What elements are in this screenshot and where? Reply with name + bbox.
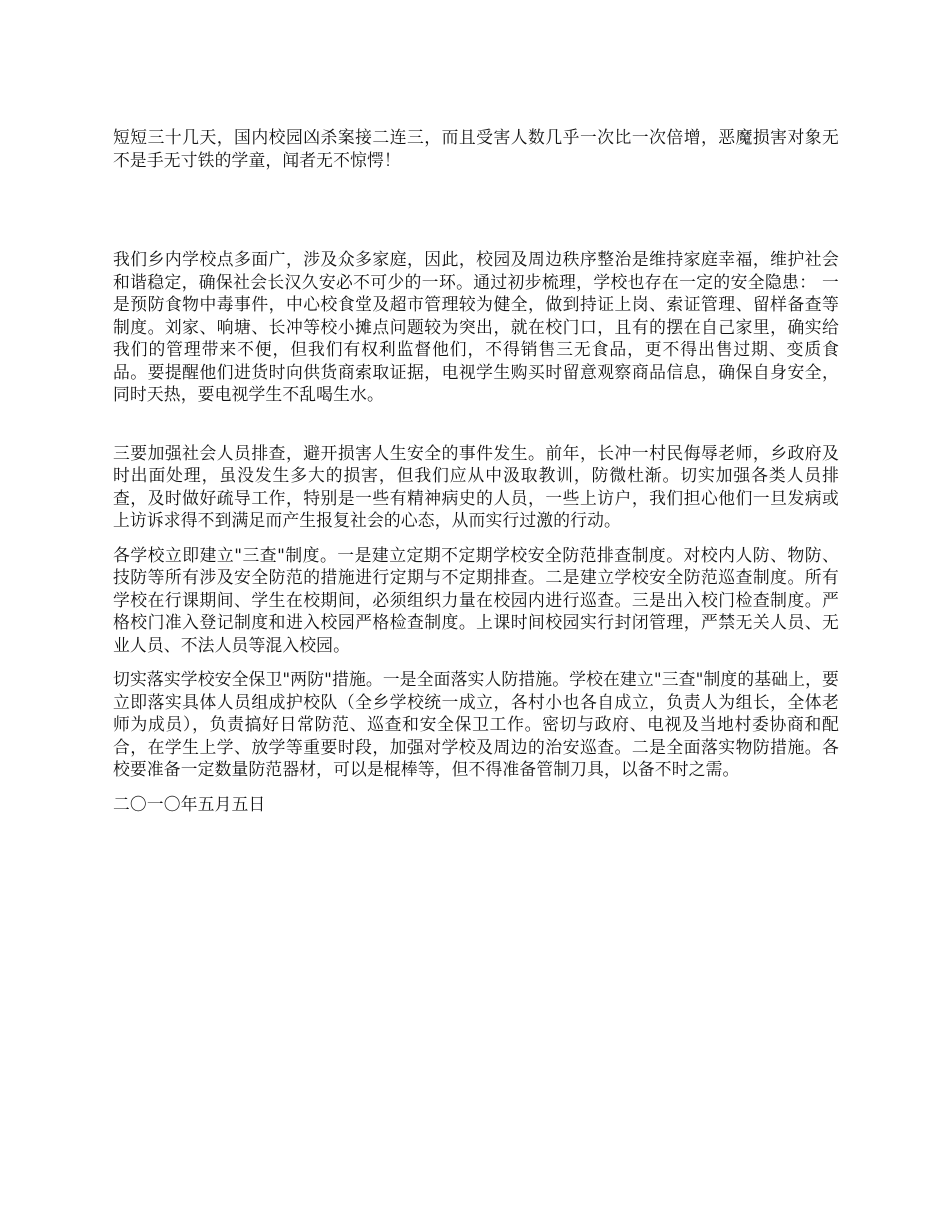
spacer [113, 656, 839, 668]
document-body [113, 126, 839, 815]
spacer [113, 406, 839, 442]
spacer [113, 171, 839, 248]
spacer [113, 532, 839, 544]
paragraph-4: 各学校立即建立"三查"制度。一是建立定期不定期学校安全防范排查制度。对校内人防、物防、技防等所有涉及安全防范的措施进行定期与不定期排查。二是建立学校安全防范巡查制度。所有学校在行课期间、学生在校期间，必须组织力量在校园内进行巡查。三是出入校门检查制度。严格校门准入登记制度和进入校园严格检查制度。上课时间校园实行封闭管理，严禁无关人员、无业人员、不法人员等混入校园。 [113, 544, 839, 655]
paragraph-2: 我们乡内学校点多面广，涉及众多家庭，因此，校园及周边秩序整治是维持家庭幸福，维护社会和谐稳定，确保社会长汉久安必不可少的一环。通过初步梳理，学校也存在一定的安全隐患： 一是预防食物中毒事件，中心校食堂及超市管理较为健全，做到持证上岗、索证管理、留样备查等制度。刘家、响塘、长冲等校小摊点问题较为突出，就在校门口，且有的摆在自己家里，确实给我们的管理带来不便，但我们有权利监督他们，不得销售三无食品，更不得出售过期、变质食品。要提醒他们进货时向供货商索取证据，电视学生购买时留意观察商品信息，确保自身安全，同时天热，要电视学生不乱喝生水。 [113, 249, 839, 404]
paragraph-3: 三要加强社会人员排查，避开损害人生安全的事件发生。前年，长冲一村民侮辱老师，乡政府及时出面处理，虽没发生多大的损害，但我们应从中汲取教训，防微杜渐。切实加强各类人员排查，及时做好疏导工作，特别是一些有精神病史的人员，一些上访户，我们担心他们一旦发病或上访诉求得不到满足而产生报复社会的心态，从而实行过激的行动。 [113, 442, 839, 530]
date-line: 二〇一〇年五月五日 [113, 793, 266, 814]
paragraph-5: 切实落实学校安全保卫"两防"措施。一是全面落实人防措施。学校在建立"三查"制度的基础上，要立即落实具体人员组成护校队（全乡学校统一成立，各村小也各自成立，负责人为组长，全体老师为成员），负责搞好日常防范、巡查和安全保卫工作。密切与政府、电视及当地村委协商和配合，在学生上学、放学等重要时段，加强对学校及周边的治安巡查。二是全面落实物防措施。各校要准备一定数量防范器材，可以是棍棒等，但不得准备管制刀具，以备不时之需。 [113, 669, 839, 779]
spacer [113, 781, 839, 793]
paragraph-1: 短短三十几天，国内校园凶杀案接二连三，而且受害人数几乎一次比一次倍增，恶魔损害对象无不是手无寸铁的学童，闻者无不惊愕！ [113, 127, 839, 170]
